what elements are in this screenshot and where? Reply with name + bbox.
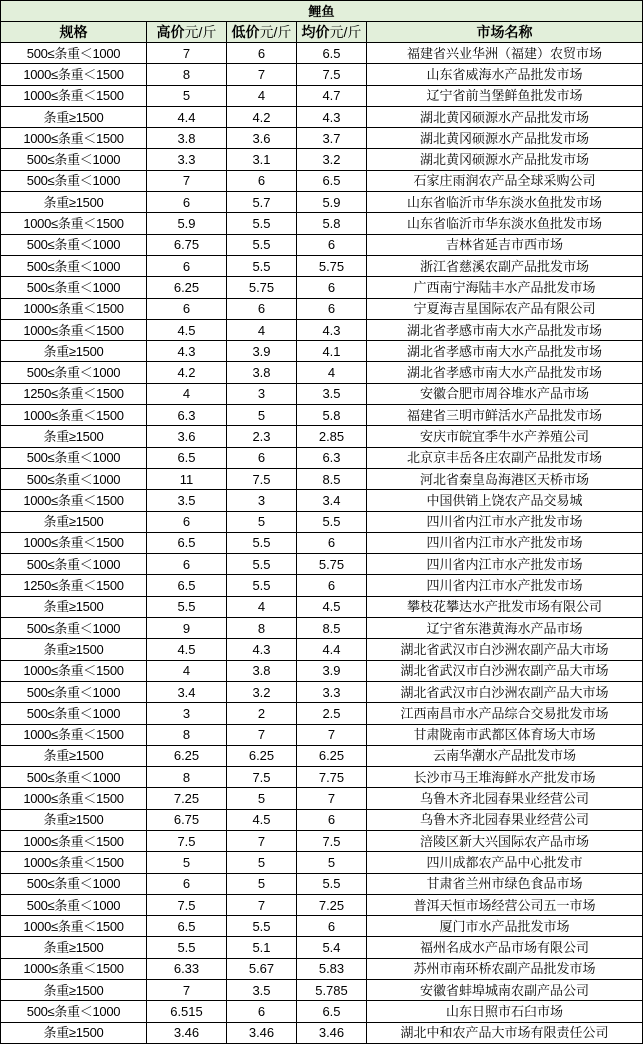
table-row — [1, 788, 643, 809]
cell-high-price: 4.4 — [147, 106, 227, 127]
cell-market: 湖北省孝感市南大水产品批发市场 — [367, 319, 643, 340]
cell-low-price: 5 — [227, 852, 297, 873]
table-row — [1, 852, 643, 873]
cell-high-price: 4.2 — [147, 362, 227, 383]
table-row — [1, 980, 643, 1001]
cell-avg-price: 3.46 — [297, 1022, 367, 1043]
cell-high-price: 6.75 — [147, 234, 227, 255]
cell-spec: 500≤条重＜1000 — [1, 234, 147, 255]
header-high-unit: 元/斤 — [184, 23, 217, 40]
cell-market: 石家庄雨润农产品全球采购公司 — [367, 170, 643, 191]
cell-low-price: 5.7 — [227, 192, 297, 213]
cell-spec: 1000≤条重＜1500 — [1, 85, 147, 106]
cell-avg-price: 6 — [297, 298, 367, 319]
cell-spec: 1000≤条重＜1500 — [1, 128, 147, 149]
table-row — [1, 341, 643, 362]
cell-market: 湖北省武汉市白沙洲农副产品大市场 — [367, 681, 643, 702]
cell-high-price: 6.5 — [147, 575, 227, 596]
cell-market: 山东日照市石臼市场 — [367, 1001, 643, 1022]
table-row — [1, 873, 643, 894]
cell-spec: 1000≤条重＜1500 — [1, 724, 147, 745]
header-market: 市场名称 — [367, 22, 643, 43]
cell-high-price: 4 — [147, 383, 227, 404]
table-row — [1, 830, 643, 851]
cell-high-price: 6.515 — [147, 1001, 227, 1022]
cell-high-price: 8 — [147, 767, 227, 788]
cell-low-price: 7 — [227, 64, 297, 85]
cell-avg-price: 5.5 — [297, 873, 367, 894]
cell-low-price: 5 — [227, 873, 297, 894]
cell-avg-price: 4.4 — [297, 639, 367, 660]
cell-spec: 500≤条重＜1000 — [1, 554, 147, 575]
table-row — [1, 894, 643, 915]
cell-avg-price: 6 — [297, 532, 367, 553]
cell-high-price: 4.5 — [147, 319, 227, 340]
table-row — [1, 958, 643, 979]
cell-high-price: 8 — [147, 64, 227, 85]
cell-avg-price: 8.5 — [297, 618, 367, 639]
cell-low-price: 4.5 — [227, 809, 297, 830]
cell-avg-price: 5.5 — [297, 511, 367, 532]
cell-spec: 条重≥1500 — [1, 937, 147, 958]
cell-avg-price: 5.785 — [297, 980, 367, 1001]
header-low-price — [227, 22, 297, 43]
cell-high-price: 5.9 — [147, 213, 227, 234]
cell-low-price: 3.8 — [227, 362, 297, 383]
table-row — [1, 1001, 643, 1022]
table-row — [1, 681, 643, 702]
cell-low-price: 3 — [227, 490, 297, 511]
cell-avg-price: 6 — [297, 575, 367, 596]
cell-spec: 500≤条重＜1000 — [1, 767, 147, 788]
column-header-row — [1, 22, 643, 43]
cell-spec: 500≤条重＜1000 — [1, 149, 147, 170]
cell-spec: 1000≤条重＜1500 — [1, 852, 147, 873]
cell-low-price: 6 — [227, 170, 297, 191]
cell-spec: 500≤条重＜1000 — [1, 255, 147, 276]
cell-high-price: 6 — [147, 192, 227, 213]
header-avg-price — [297, 22, 367, 43]
cell-avg-price: 8.5 — [297, 468, 367, 489]
cell-market: 普洱天恒市场经营公司五一市场 — [367, 894, 643, 915]
cell-low-price: 5.5 — [227, 255, 297, 276]
cell-spec: 1000≤条重＜1500 — [1, 958, 147, 979]
cell-high-price: 7 — [147, 980, 227, 1001]
cell-low-price: 3.8 — [227, 660, 297, 681]
cell-spec: 条重≥1500 — [1, 980, 147, 1001]
cell-high-price: 7.5 — [147, 894, 227, 915]
cell-market: 乌鲁木齐北园春果业经营公司 — [367, 788, 643, 809]
table-row — [1, 554, 643, 575]
table-row — [1, 255, 643, 276]
cell-market: 吉林省延吉市西市场 — [367, 234, 643, 255]
cell-avg-price: 5.8 — [297, 213, 367, 234]
table-row — [1, 490, 643, 511]
table-row — [1, 447, 643, 468]
cell-market: 辽宁省前当堡鲜鱼批发市场 — [367, 85, 643, 106]
cell-avg-price: 3.3 — [297, 681, 367, 702]
cell-low-price: 4 — [227, 596, 297, 617]
cell-spec: 条重≥1500 — [1, 511, 147, 532]
header-spec: 规格 — [1, 22, 147, 43]
cell-high-price: 8 — [147, 724, 227, 745]
table-row — [1, 405, 643, 426]
cell-spec: 条重≥1500 — [1, 639, 147, 660]
cell-low-price: 7 — [227, 894, 297, 915]
cell-spec: 500≤条重＜1000 — [1, 703, 147, 724]
cell-spec: 500≤条重＜1000 — [1, 277, 147, 298]
cell-high-price: 3.6 — [147, 426, 227, 447]
cell-market: 福建省三明市鲜活水产品批发市场 — [367, 405, 643, 426]
header-high-label: 高价 — [156, 23, 185, 40]
cell-spec: 500≤条重＜1000 — [1, 447, 147, 468]
cell-market: 山东省威海水产品批发市场 — [367, 64, 643, 85]
cell-avg-price: 6.5 — [297, 170, 367, 191]
cell-high-price: 7 — [147, 170, 227, 191]
cell-high-price: 3.4 — [147, 681, 227, 702]
cell-market: 甘肃陇南市武都区体育场大市场 — [367, 724, 643, 745]
cell-low-price: 7 — [227, 724, 297, 745]
cell-high-price: 6.5 — [147, 532, 227, 553]
cell-avg-price: 5.75 — [297, 554, 367, 575]
cell-low-price: 5.5 — [227, 575, 297, 596]
cell-high-price: 4 — [147, 660, 227, 681]
cell-spec: 1000≤条重＜1500 — [1, 405, 147, 426]
cell-avg-price: 5.83 — [297, 958, 367, 979]
table-row — [1, 149, 643, 170]
cell-high-price: 3.3 — [147, 149, 227, 170]
cell-spec: 1000≤条重＜1500 — [1, 830, 147, 851]
cell-avg-price: 4.7 — [297, 85, 367, 106]
cell-low-price: 5.5 — [227, 554, 297, 575]
cell-low-price: 6 — [227, 447, 297, 468]
cell-spec: 1000≤条重＜1500 — [1, 319, 147, 340]
cell-market: 湖北黄冈硕源水产品批发市场 — [367, 149, 643, 170]
cell-market: 四川省内江市水产批发市场 — [367, 532, 643, 553]
cell-low-price: 5.5 — [227, 234, 297, 255]
table-row — [1, 362, 643, 383]
cell-low-price: 5.5 — [227, 916, 297, 937]
cell-spec: 条重≥1500 — [1, 809, 147, 830]
cell-avg-price: 7.5 — [297, 64, 367, 85]
cell-high-price: 7.5 — [147, 830, 227, 851]
table-row — [1, 937, 643, 958]
cell-spec: 条重≥1500 — [1, 192, 147, 213]
table-row — [1, 468, 643, 489]
cell-high-price: 9 — [147, 618, 227, 639]
cell-low-price: 6 — [227, 43, 297, 64]
cell-avg-price: 3.2 — [297, 149, 367, 170]
cell-avg-price: 5.75 — [297, 255, 367, 276]
cell-avg-price: 6.25 — [297, 745, 367, 766]
table-row — [1, 660, 643, 681]
cell-market: 四川省内江市水产批发市场 — [367, 511, 643, 532]
table-row — [1, 596, 643, 617]
cell-market: 乌鲁木齐北园春果业经营公司 — [367, 809, 643, 830]
cell-high-price: 6 — [147, 873, 227, 894]
cell-market: 厦门市水产品批发市场 — [367, 916, 643, 937]
cell-spec: 1000≤条重＜1500 — [1, 532, 147, 553]
cell-spec: 条重≥1500 — [1, 745, 147, 766]
cell-high-price: 3.46 — [147, 1022, 227, 1043]
cell-spec: 1000≤条重＜1500 — [1, 213, 147, 234]
cell-market: 湖北黄冈硕源水产品批发市场 — [367, 128, 643, 149]
cell-low-price: 4 — [227, 319, 297, 340]
cell-low-price: 3.5 — [227, 980, 297, 1001]
table-row — [1, 1022, 643, 1043]
cell-high-price: 3.5 — [147, 490, 227, 511]
table-row — [1, 192, 643, 213]
cell-avg-price: 7.75 — [297, 767, 367, 788]
cell-spec: 1000≤条重＜1500 — [1, 490, 147, 511]
cell-low-price: 3.2 — [227, 681, 297, 702]
cell-market: 安徽省蚌埠城南农副产品公司 — [367, 980, 643, 1001]
cell-market: 宁夏海吉星国际农产品有限公司 — [367, 298, 643, 319]
cell-market: 云南华潮水产品批发市场 — [367, 745, 643, 766]
cell-market: 四川省内江市水产批发市场 — [367, 575, 643, 596]
cell-avg-price: 4.1 — [297, 341, 367, 362]
cell-avg-price: 3.4 — [297, 490, 367, 511]
cell-avg-price: 6.5 — [297, 1001, 367, 1022]
cell-spec: 1250≤条重＜1500 — [1, 575, 147, 596]
cell-market: 涪陵区新大兴国际农产品市场 — [367, 830, 643, 851]
cell-low-price: 2 — [227, 703, 297, 724]
table-row — [1, 809, 643, 830]
cell-market: 福州名成水产品市场有限公司 — [367, 937, 643, 958]
cell-low-price: 5.5 — [227, 213, 297, 234]
table-row — [1, 43, 643, 64]
cell-spec: 500≤条重＜1000 — [1, 170, 147, 191]
cell-avg-price: 5.8 — [297, 405, 367, 426]
table-row — [1, 170, 643, 191]
table-row — [1, 234, 643, 255]
cell-avg-price: 6.3 — [297, 447, 367, 468]
cell-avg-price: 7 — [297, 788, 367, 809]
cell-low-price: 5.1 — [227, 937, 297, 958]
cell-market: 安徽合肥市周谷堆水产品市场 — [367, 383, 643, 404]
cell-low-price: 5.67 — [227, 958, 297, 979]
table-row — [1, 426, 643, 447]
cell-market: 四川省内江市水产批发市场 — [367, 554, 643, 575]
cell-spec: 1000≤条重＜1500 — [1, 916, 147, 937]
cell-high-price: 3.8 — [147, 128, 227, 149]
table-row — [1, 724, 643, 745]
cell-high-price: 5 — [147, 85, 227, 106]
cell-low-price: 7 — [227, 830, 297, 851]
cell-avg-price: 3.7 — [297, 128, 367, 149]
cell-spec: 500≤条重＜1000 — [1, 1001, 147, 1022]
cell-high-price: 6 — [147, 255, 227, 276]
cell-high-price: 7.25 — [147, 788, 227, 809]
table-row — [1, 85, 643, 106]
cell-spec: 500≤条重＜1000 — [1, 894, 147, 915]
table-row — [1, 319, 643, 340]
cell-market: 安庆市皖宜季牛水产养殖公司 — [367, 426, 643, 447]
table-row — [1, 916, 643, 937]
table-row — [1, 532, 643, 553]
cell-market: 苏州市南环桥农副产品批发市场 — [367, 958, 643, 979]
cell-market: 浙江省慈溪农副产品批发市场 — [367, 255, 643, 276]
cell-low-price: 5 — [227, 405, 297, 426]
header-high-price — [147, 22, 227, 43]
cell-high-price: 6.25 — [147, 277, 227, 298]
table-row — [1, 703, 643, 724]
cell-high-price: 5.5 — [147, 596, 227, 617]
cell-avg-price: 4 — [297, 362, 367, 383]
table-row — [1, 213, 643, 234]
cell-low-price: 5.75 — [227, 277, 297, 298]
cell-spec: 500≤条重＜1000 — [1, 618, 147, 639]
cell-market: 攀枝花攀达水产批发市场有限公司 — [367, 596, 643, 617]
cell-spec: 条重≥1500 — [1, 341, 147, 362]
cell-spec: 1000≤条重＜1500 — [1, 660, 147, 681]
cell-high-price: 7 — [147, 43, 227, 64]
cell-market: 山东省临沂市华东淡水鱼批发市场 — [367, 213, 643, 234]
cell-market: 中国供销上饶农产品交易城 — [367, 490, 643, 511]
table-row — [1, 64, 643, 85]
table-row — [1, 128, 643, 149]
cell-low-price: 5 — [227, 511, 297, 532]
cell-spec: 条重≥1500 — [1, 1022, 147, 1043]
cell-low-price: 5 — [227, 788, 297, 809]
cell-spec: 1000≤条重＜1500 — [1, 64, 147, 85]
cell-market: 四川成都农产品中心批发市 — [367, 852, 643, 873]
cell-spec: 1000≤条重＜1500 — [1, 788, 147, 809]
cell-low-price: 3.46 — [227, 1022, 297, 1043]
cell-spec: 500≤条重＜1000 — [1, 468, 147, 489]
cell-market: 甘肃省兰州市绿色食品市场 — [367, 873, 643, 894]
cell-market: 辽宁省东港黄海水产品市场 — [367, 618, 643, 639]
cell-avg-price: 6 — [297, 234, 367, 255]
header-avg-label: 均价 — [301, 23, 330, 40]
cell-avg-price: 6 — [297, 277, 367, 298]
cell-market: 福建省兴业华洲（福建）农贸市场 — [367, 43, 643, 64]
cell-market: 湖北黄冈硕源水产品批发市场 — [367, 106, 643, 127]
cell-avg-price: 5.4 — [297, 937, 367, 958]
cell-high-price: 6.3 — [147, 405, 227, 426]
cell-avg-price: 6 — [297, 809, 367, 830]
cell-avg-price: 7.25 — [297, 894, 367, 915]
cell-avg-price: 3.9 — [297, 660, 367, 681]
cell-spec: 条重≥1500 — [1, 596, 147, 617]
table-title: 鲤鱼 — [1, 1, 643, 22]
cell-high-price: 6.75 — [147, 809, 227, 830]
cell-low-price: 4 — [227, 85, 297, 106]
cell-spec: 1250≤条重＜1500 — [1, 383, 147, 404]
cell-low-price: 7.5 — [227, 468, 297, 489]
cell-high-price: 6.25 — [147, 745, 227, 766]
cell-spec: 500≤条重＜1000 — [1, 873, 147, 894]
cell-avg-price: 2.85 — [297, 426, 367, 447]
cell-low-price: 4.2 — [227, 106, 297, 127]
cell-market: 广西南宁海陆丰水产品批发市场 — [367, 277, 643, 298]
cell-avg-price: 2.5 — [297, 703, 367, 724]
table-row — [1, 575, 643, 596]
cell-spec: 1000≤条重＜1500 — [1, 298, 147, 319]
cell-low-price: 5.5 — [227, 532, 297, 553]
cell-spec: 条重≥1500 — [1, 106, 147, 127]
cell-avg-price: 7 — [297, 724, 367, 745]
cell-market: 湖北省武汉市白沙洲农副产品大市场 — [367, 660, 643, 681]
cell-avg-price: 7.5 — [297, 830, 367, 851]
cell-low-price: 6 — [227, 298, 297, 319]
table-row — [1, 618, 643, 639]
table-row — [1, 745, 643, 766]
cell-market: 江西南昌市水产品综合交易批发市场 — [367, 703, 643, 724]
cell-avg-price: 6 — [297, 916, 367, 937]
cell-avg-price: 4.3 — [297, 319, 367, 340]
cell-spec: 条重≥1500 — [1, 426, 147, 447]
cell-spec: 500≤条重＜1000 — [1, 362, 147, 383]
cell-high-price: 6.33 — [147, 958, 227, 979]
cell-avg-price: 5 — [297, 852, 367, 873]
cell-high-price: 11 — [147, 468, 227, 489]
cell-spec: 500≤条重＜1000 — [1, 43, 147, 64]
cell-low-price: 6.25 — [227, 745, 297, 766]
cell-avg-price: 5.9 — [297, 192, 367, 213]
cell-market: 湖北省武汉市白沙洲农副产品大市场 — [367, 639, 643, 660]
cell-market: 北京京丰岳各庄农副产品批发市场 — [367, 447, 643, 468]
cell-avg-price: 6.5 — [297, 43, 367, 64]
cell-high-price: 6 — [147, 554, 227, 575]
cell-low-price: 3.6 — [227, 128, 297, 149]
table-row — [1, 639, 643, 660]
table-row — [1, 298, 643, 319]
cell-avg-price: 4.3 — [297, 106, 367, 127]
cell-low-price: 3.9 — [227, 341, 297, 362]
cell-market: 湖北省孝感市南大水产品批发市场 — [367, 362, 643, 383]
cell-high-price: 4.3 — [147, 341, 227, 362]
cell-low-price: 7.5 — [227, 767, 297, 788]
cell-high-price: 6.5 — [147, 916, 227, 937]
table-body — [1, 43, 643, 1044]
cell-avg-price: 3.5 — [297, 383, 367, 404]
header-avg-unit: 元/斤 — [329, 23, 362, 40]
cell-market: 长沙市马王堆海鲜水产批发市场 — [367, 767, 643, 788]
table-row — [1, 767, 643, 788]
cell-low-price: 6 — [227, 1001, 297, 1022]
table-row — [1, 511, 643, 532]
cell-low-price: 8 — [227, 618, 297, 639]
header-low-unit: 元/斤 — [259, 23, 292, 40]
table-title-row — [1, 1, 643, 22]
table-row — [1, 383, 643, 404]
cell-avg-price: 4.5 — [297, 596, 367, 617]
cell-high-price: 6.5 — [147, 447, 227, 468]
cell-high-price: 5 — [147, 852, 227, 873]
cell-low-price: 2.3 — [227, 426, 297, 447]
cell-low-price: 4.3 — [227, 639, 297, 660]
cell-high-price: 6 — [147, 511, 227, 532]
cell-spec: 500≤条重＜1000 — [1, 681, 147, 702]
cell-market: 河北省秦皇岛海港区天桥市场 — [367, 468, 643, 489]
cell-low-price: 3.1 — [227, 149, 297, 170]
cell-high-price: 3 — [147, 703, 227, 724]
cell-market: 山东省临沂市华东淡水鱼批发市场 — [367, 192, 643, 213]
table-row — [1, 106, 643, 127]
cell-low-price: 3 — [227, 383, 297, 404]
cell-market: 湖北省孝感市南大水产品批发市场 — [367, 341, 643, 362]
cell-market: 湖北中和农产品大市场有限责任公司 — [367, 1022, 643, 1043]
header-low-label: 低价 — [231, 23, 260, 40]
cell-high-price: 6 — [147, 298, 227, 319]
cell-high-price: 5.5 — [147, 937, 227, 958]
table-row — [1, 277, 643, 298]
cell-high-price: 4.5 — [147, 639, 227, 660]
